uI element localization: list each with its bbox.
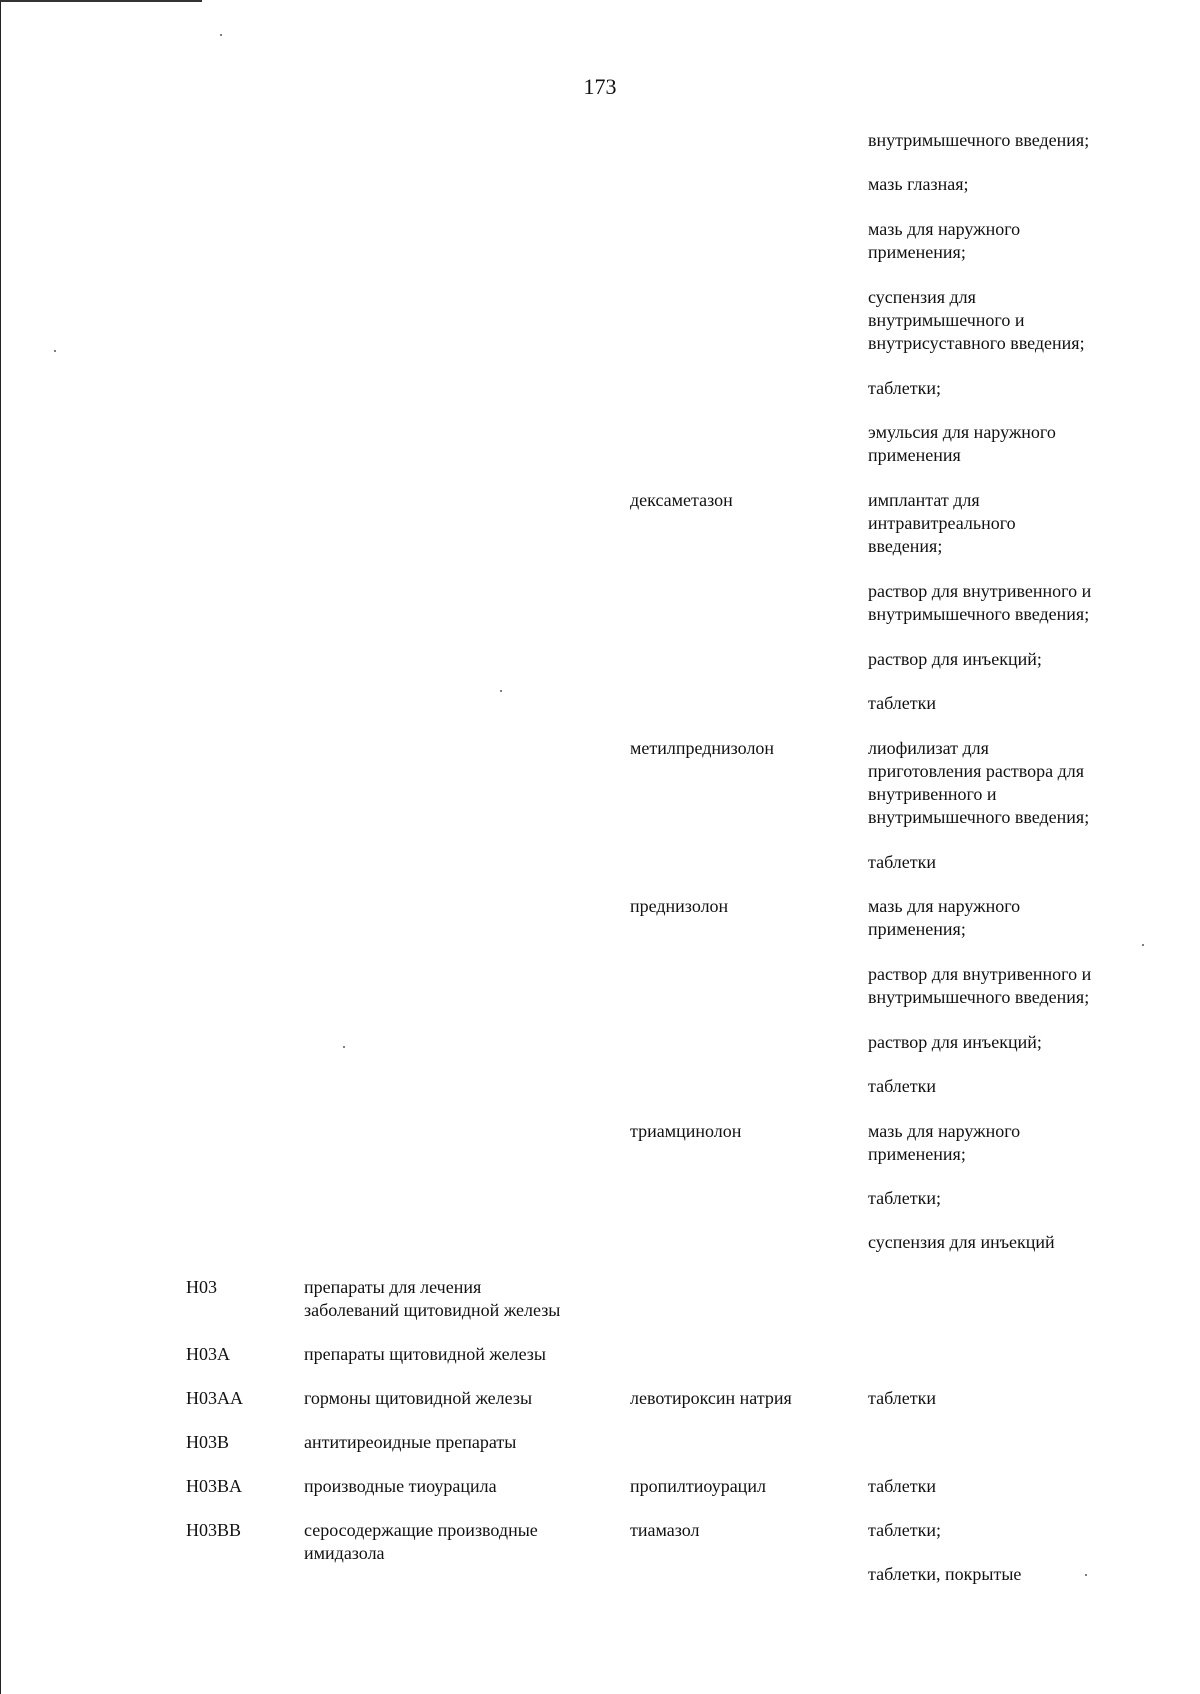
atc-code: H03BA xyxy=(186,1476,243,1496)
dosage-form: лиофилизат для приготовления раствора для внутривенного и внутримышечного введения; xyxy=(868,738,1090,827)
atc-code: H03B xyxy=(186,1432,230,1452)
drug-name: преднизолон xyxy=(630,896,729,916)
drug-name: левотироксин натрия xyxy=(630,1388,792,1408)
dosage-form: таблетки xyxy=(868,1388,937,1408)
atc-group-name: антитиреоидные препараты xyxy=(304,1432,517,1452)
atc-group-name: препараты для лечения заболеваний щитовидной железы xyxy=(304,1277,561,1320)
scan-speck xyxy=(1085,1574,1087,1576)
dosage-form: имплантат для интравитреального введения; xyxy=(868,490,1016,556)
atc-code: H03 xyxy=(186,1277,217,1297)
dosage-form: раствор для внутривенного и внутримышечного введения; xyxy=(868,964,1092,1007)
atc-group-name: серосодержащие производные имидазола xyxy=(304,1520,538,1563)
atc-code: H03BB xyxy=(186,1520,242,1540)
atc-code: H03AA xyxy=(186,1388,243,1408)
dosage-form: таблетки xyxy=(868,1076,937,1096)
drug-name: метилпреднизолон xyxy=(630,738,775,758)
scan-speck xyxy=(54,350,56,352)
dosage-form: суспензия для внутримышечного и внутрисуставного введения; xyxy=(868,287,1085,353)
atc-group-name: препараты щитовидной железы xyxy=(304,1344,546,1364)
dosage-form: таблетки xyxy=(868,693,937,713)
dosage-form: эмульсия для наружного применения xyxy=(868,422,1056,465)
scan-top-line xyxy=(0,0,202,2)
scan-left-edge xyxy=(0,0,1,1694)
dosage-form: раствор для инъекций; xyxy=(868,1032,1042,1052)
dosage-form: таблетки; xyxy=(868,1188,942,1208)
dosage-form: мазь для наружного применения; xyxy=(868,219,1021,262)
scan-speck xyxy=(1142,944,1144,946)
dosage-form: мазь для наружного применения; xyxy=(868,1121,1021,1164)
drug-name: пропилтиоурацил xyxy=(630,1476,766,1496)
atc-code: H03A xyxy=(186,1344,230,1364)
drug-name: дексаметазон xyxy=(630,490,733,510)
dosage-form: внутримышечного введения; xyxy=(868,130,1090,150)
scan-speck xyxy=(343,1046,345,1048)
dosage-form: таблетки xyxy=(868,1476,937,1496)
atc-group-name: гормоны щитовидной железы xyxy=(304,1388,533,1408)
dosage-form: мазь глазная; xyxy=(868,174,969,194)
dosage-form: таблетки; xyxy=(868,1520,942,1540)
dosage-form: суспензия для инъекций xyxy=(868,1232,1055,1252)
dosage-form: раствор для инъекций; xyxy=(868,649,1042,669)
drug-name: триамцинолон xyxy=(630,1121,742,1141)
drug-name: тиамазол xyxy=(630,1520,700,1540)
scan-speck xyxy=(500,690,502,692)
dosage-form: таблетки, покрытые xyxy=(868,1564,1022,1584)
page-number: 173 xyxy=(583,74,617,99)
dosage-form: таблетки; xyxy=(868,378,942,398)
atc-group-name: производные тиоурацила xyxy=(304,1476,497,1496)
dosage-form: раствор для внутривенного и внутримышечного введения; xyxy=(868,581,1092,624)
dosage-form: мазь для наружного применения; xyxy=(868,896,1021,939)
dosage-form: таблетки xyxy=(868,852,937,872)
scan-speck xyxy=(220,34,222,36)
